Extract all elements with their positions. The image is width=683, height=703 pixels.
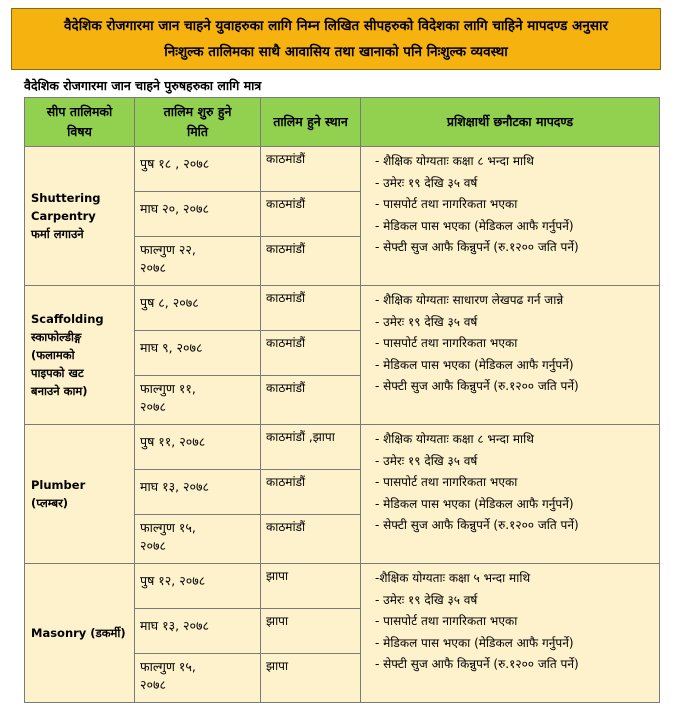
start-date: २०७८: [140, 538, 167, 553]
start-date-cell: [135, 470, 261, 515]
banner-line-1: वैदेशिक रोजगारमा जान चाहने युवाहरुका लागि निम्न लिखित सीपहरुको विदेशका लागि चाहिने मापदण्ड अनुसार: [64, 18, 608, 34]
table-row: [25, 425, 660, 470]
start-date: २०७८: [140, 399, 167, 414]
start-date: पुष १८ , २०७८: [140, 156, 210, 171]
criteria-item: -शैक्षिक योग्यताः कक्षा ५ भन्दा माथि: [375, 571, 531, 585]
place-cell: काठमांडौं: [261, 237, 361, 286]
header-subject: सीप तालिमको विषय: [25, 98, 135, 147]
start-date-cell: [135, 237, 261, 286]
criteria-item: - सेफ्टी सुज आफै किन्नुपर्ने (रु.१२०० जति पर्ने): [375, 657, 579, 671]
subheading: वैदेशिक रोजगारमा जान चाहने पुरुषहरुका लागि मात्र: [24, 78, 262, 93]
place-cell: काठमांडौं: [261, 376, 361, 425]
place-cell: काठमांडौं: [261, 192, 361, 237]
place-cell: काठमांडौं: [261, 331, 361, 376]
subject-cell: [25, 286, 135, 425]
subject-cell: [25, 564, 135, 703]
criteria-item: - मेडिकल पास भएका (मेडिकल आफै गर्नुपर्ने): [375, 218, 574, 233]
criteria-cell: [361, 564, 660, 703]
criteria-item: - पासपोर्ट तथा नागरिकता भएका: [375, 475, 518, 489]
training-table: [24, 97, 660, 703]
place-cell: झापा: [261, 654, 361, 703]
criteria-cell: [361, 425, 660, 564]
header-place: तालिम हुने स्थान: [261, 98, 361, 147]
start-date: २०७८: [140, 677, 167, 692]
place-cell: काठमांडौं ,झापा: [261, 425, 361, 470]
criteria-item: - पासपोर्ट तथा नागरिकता भएका: [375, 197, 518, 211]
start-date-cell: [135, 564, 261, 609]
place-cell: काठमांडौं: [261, 147, 361, 192]
subject-line: पाइपको खट: [31, 366, 84, 380]
criteria-item: - मेडिकल पास भएका (मेडिकल आफै गर्नुपर्ने): [375, 357, 574, 372]
start-date: माघ १३, २०७८: [140, 479, 210, 494]
start-date-cell: [135, 654, 261, 703]
start-date: पुष ११, २०७८: [140, 434, 206, 449]
start-date: फाल्गुण १५,: [140, 659, 196, 674]
criteria-item: - पासपोर्ट तथा नागरिकता भएका: [375, 336, 518, 350]
subject-line: Carpentry: [31, 209, 96, 223]
criteria-item: - उमेरः १९ देखि ३५ वर्ष: [375, 175, 478, 190]
criteria-item: - शैक्षिक योग्यताः कक्षा ८ भन्दा माथि: [375, 432, 534, 446]
subject-line: Plumber: [31, 478, 86, 492]
header-criteria: प्रशिक्षार्थी छनौटका मापदण्ड: [361, 98, 660, 147]
place-cell: काठमांडौं: [261, 286, 361, 331]
table-row: [25, 147, 660, 192]
place-cell: झापा: [261, 609, 361, 654]
subject-line: स्काफोल्डीङ्ग: [31, 330, 82, 344]
criteria-cell: [361, 286, 660, 425]
subject-line: फर्मा लगाउने: [31, 227, 84, 241]
criteria-item: - मेडिकल पास भएका (मेडिकल आफै गर्नुपर्ने): [375, 635, 574, 650]
place-cell: झापा: [261, 564, 361, 609]
start-date-cell: [135, 147, 261, 192]
criteria-item: - सेफ्टी सुज आफै किन्नुपर्ने (रु.१२०० जति पर्ने): [375, 240, 579, 254]
criteria-item: - मेडिकल पास भएका (मेडिकल आफै गर्नुपर्ने): [375, 496, 574, 511]
subject-line: Masonry (डकर्मी): [31, 626, 126, 640]
banner-line-2: निःशुल्क तालिमका साथै आवासिय तथा खानाको पनि निःशुल्क व्यवस्था: [164, 44, 508, 60]
start-date: फाल्गुण ११,: [140, 381, 196, 396]
criteria-item: - शैक्षिक योग्यताः कक्षा ८ भन्दा माथि: [375, 154, 534, 168]
criteria-item: - उमेरः १९ देखि ३५ वर्ष: [375, 314, 478, 329]
start-date-cell: [135, 192, 261, 237]
subject-line: बनाउने काम): [31, 384, 88, 398]
subject-line: (प्लम्बर): [31, 496, 69, 510]
criteria-item: - उमेरः १९ देखि ३५ वर्ष: [375, 592, 478, 607]
table-row: [25, 564, 660, 609]
start-date: माघ ९, २०७८: [140, 340, 203, 355]
start-date: माघ १३, २०७८: [140, 618, 210, 633]
notice-banner: [11, 8, 661, 70]
start-date: २०७८: [140, 260, 167, 275]
start-date: फाल्गुण २२,: [140, 242, 196, 257]
start-date-cell: [135, 515, 261, 564]
start-date: माघ २०, २०७८: [140, 201, 210, 216]
criteria-item: - सेफ्टी सुज आफै किन्नुपर्ने (रु.१२०० जति पर्ने): [375, 518, 579, 532]
start-date-cell: [135, 286, 261, 331]
criteria-cell: [361, 147, 660, 286]
start-date-cell: [135, 331, 261, 376]
start-date: पुष ८, २०७८: [140, 295, 199, 310]
start-date-cell: [135, 609, 261, 654]
start-date-cell: [135, 425, 261, 470]
place-cell: काठमांडौं: [261, 470, 361, 515]
header-start-date: तालिम शुरु हुने मिति: [135, 98, 261, 147]
criteria-item: - सेफ्टी सुज आफै किन्नुपर्ने (रु.१२०० जति पर्ने): [375, 379, 579, 393]
criteria-item: - पासपोर्ट तथा नागरिकता भएका: [375, 614, 518, 628]
place-cell: काठमांडौं: [261, 515, 361, 564]
start-date: पुष १२, २०७८: [140, 573, 206, 588]
criteria-item: - शैक्षिक योग्यताः साधारण लेखपढ गर्न जान्ने: [375, 293, 564, 307]
start-date-cell: [135, 376, 261, 425]
criteria-item: - उमेरः १९ देखि ३५ वर्ष: [375, 453, 478, 468]
table-row: [25, 286, 660, 331]
start-date: फाल्गुण १५,: [140, 520, 196, 535]
subject-line: (फलामको: [31, 348, 75, 362]
subject-cell: [25, 425, 135, 564]
subject-line: Shuttering: [31, 191, 101, 205]
subject-line: Scaffolding: [31, 312, 104, 326]
table-header-row: [25, 98, 660, 147]
subject-cell: [25, 147, 135, 286]
